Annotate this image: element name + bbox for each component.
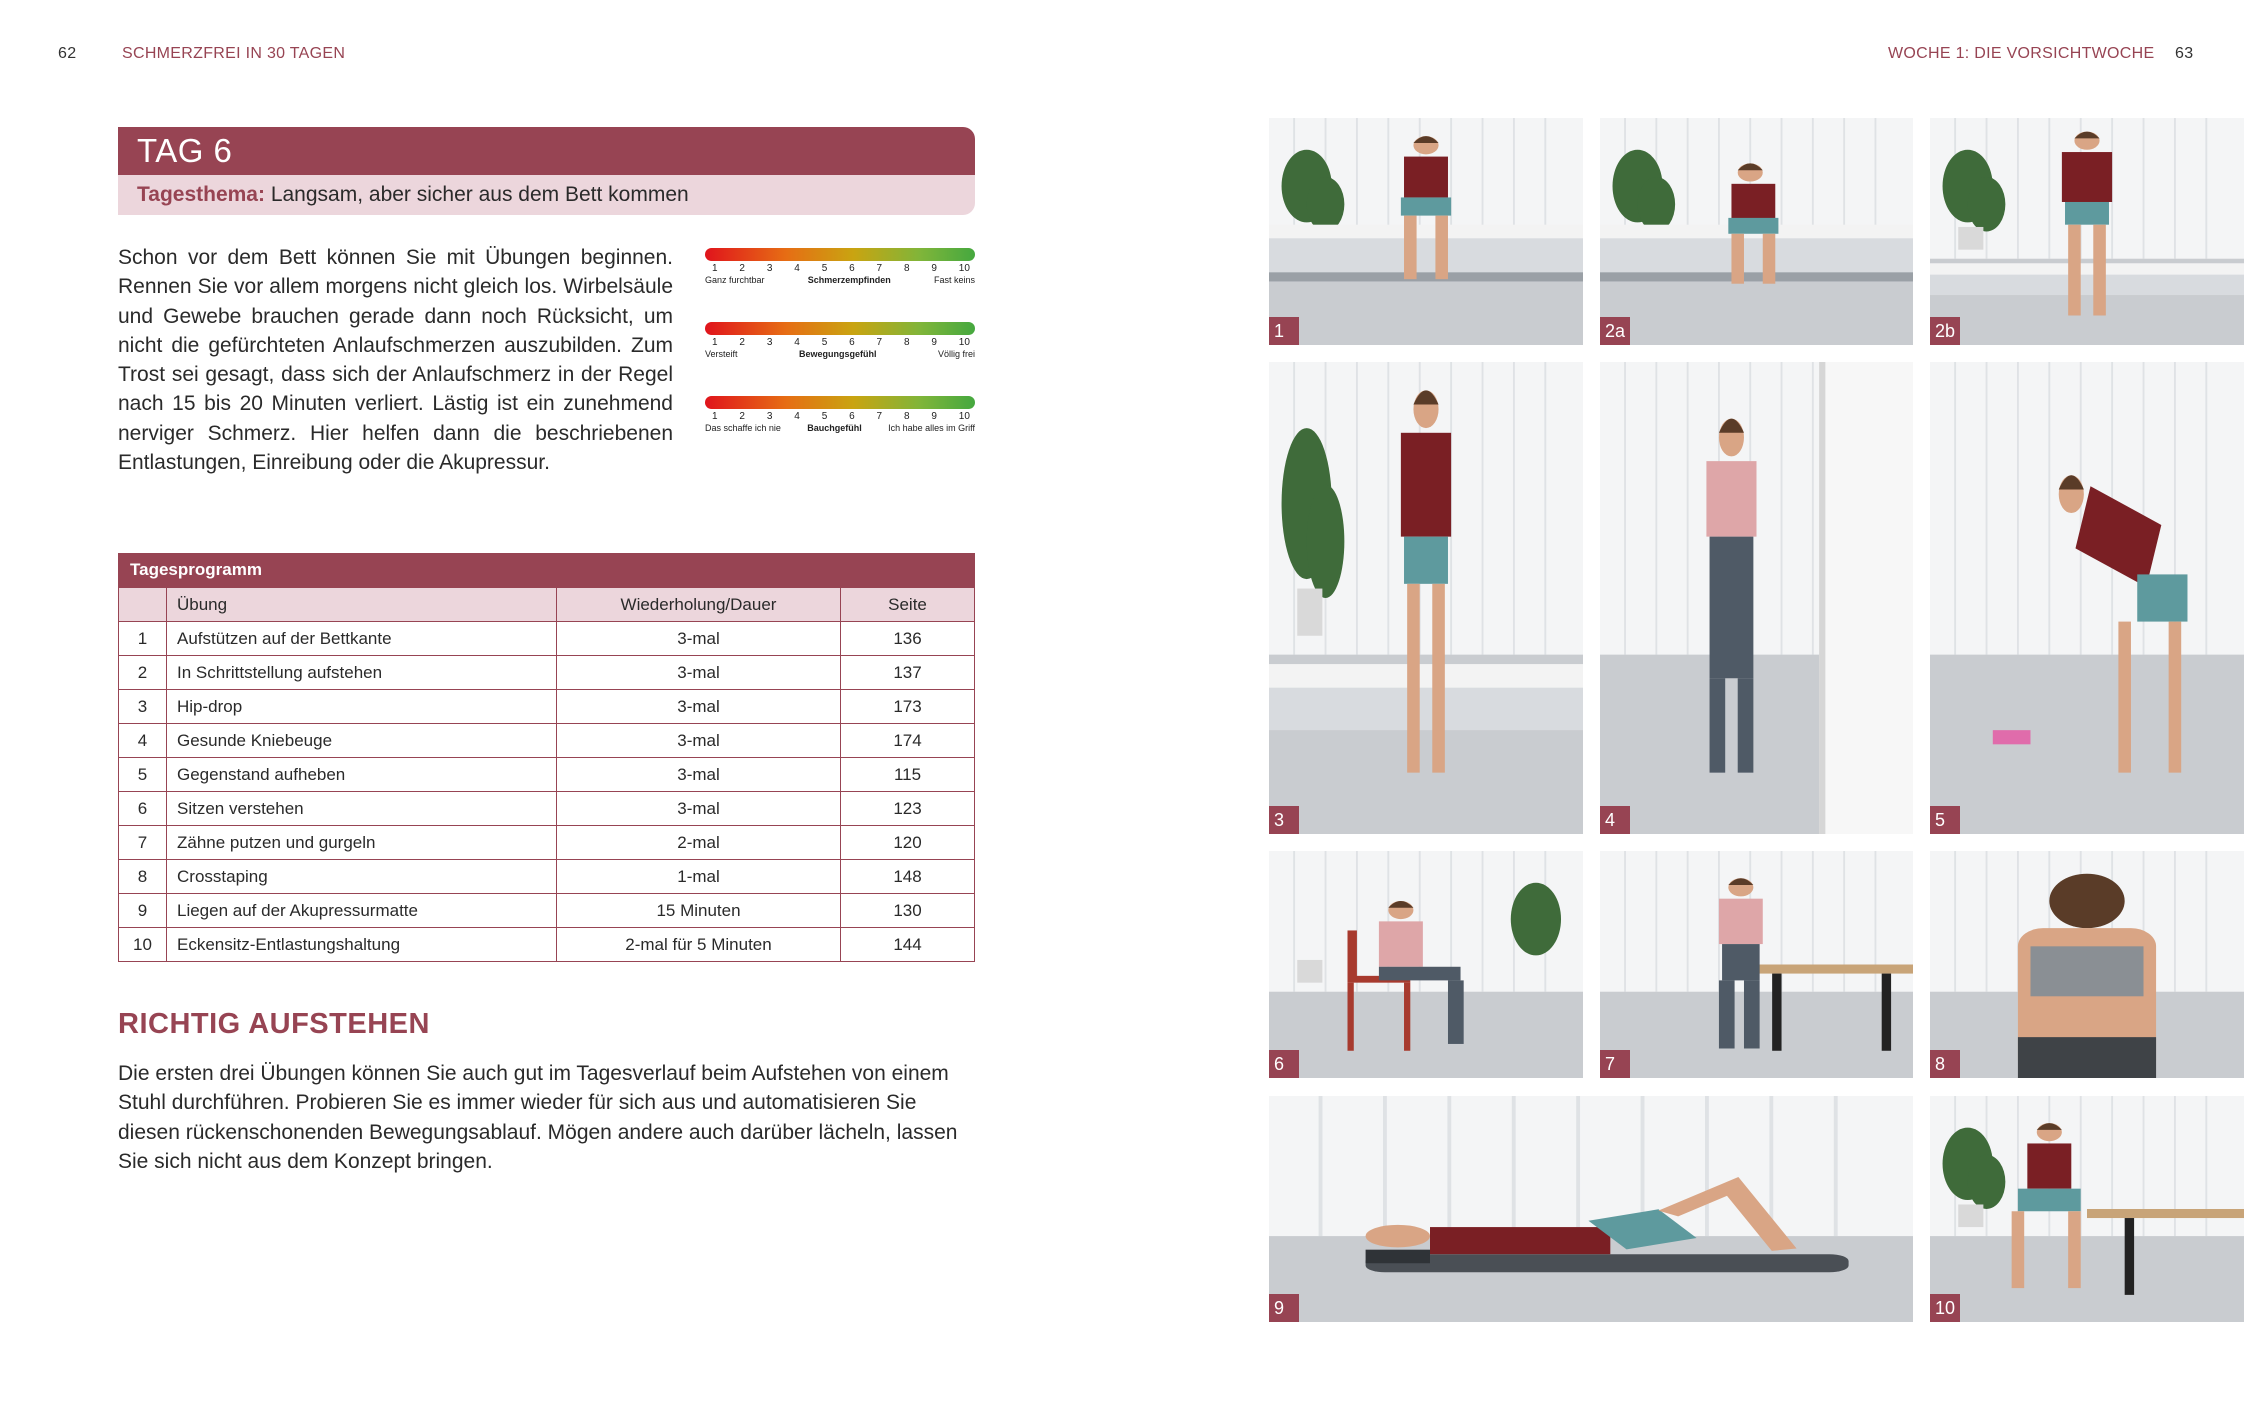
scale-tick: 7 [876,337,883,348]
row-page: 144 [841,928,975,962]
photo-illustration [1930,118,2244,345]
row-page: 173 [841,690,975,724]
table-row [119,758,975,792]
table-row [119,894,975,928]
scale-tick: 7 [876,263,883,274]
scale-title: Bauchgefühl [807,423,862,433]
row-number: 8 [119,860,167,894]
scale-right-label: Fast keins [933,275,975,285]
intro-paragraph: Schon vor dem Bett können Sie mit Übungen beginnen. Rennen Sie vor allem morgens nicht gleich los. Wirbelsäule und Gewebe brauchen gerade dann noch Rücksicht, um nicht die gefürchteten Anlaufschmerzen auszubilden. Zum Trost sei gesagt, dass sich der Anlaufschmerz in der Regel nach 15 bis 20 Minuten verliert. Lästig ist ein zunehmend nerviger Schmerz. Hier helfen dann die beschriebenen Entlastungen, Einreibung oder die Akupressur. [118,246,673,475]
scale-right-label: Ich habe alles im Griff [888,423,975,433]
day-theme-bar [118,175,975,215]
row-number: 6 [119,792,167,826]
row-number: 10 [119,928,167,962]
scale-tick: 9 [931,263,937,274]
scale-right-label: Völlig frei [937,349,975,359]
table-row [119,826,975,860]
scale-tick: 8 [903,337,910,348]
column-header-exercise: Übung [167,588,557,622]
scale-tick: 3 [766,263,773,274]
scale-tick: 9 [931,337,937,348]
row-exercise: Liegen auf der Akupressurmatte [167,894,557,928]
row-repetition: 2-mal [557,826,841,860]
left-page-number: 62 [58,45,77,62]
scale-tick: 4 [794,337,800,348]
scale-tick: 4 [794,263,800,274]
scale-tick: 2 [739,337,745,348]
exercise-photo-2a [1600,118,1913,345]
row-repetition: 3-mal [557,792,841,826]
photo-number-label: 5 [1930,806,1960,834]
day-theme-label: Tagesthema: [137,183,265,206]
row-exercise: In Schrittstellung aufstehen [167,656,557,690]
row-number: 4 [119,724,167,758]
column-header-number [119,588,167,622]
exercise-photo-5 [1930,362,2244,834]
photo-number-label: 4 [1600,806,1630,834]
gut-feeling-scale [705,396,975,433]
exercise-photo-10 [1930,1096,2244,1322]
exercise-photo-3 [1269,362,1583,834]
photo-number-label: 7 [1600,1050,1630,1078]
row-repetition: 3-mal [557,622,841,656]
row-page: 136 [841,622,975,656]
scale-tick: 5 [821,337,828,348]
scale-tick: 3 [766,337,773,348]
scale-title: Bewegungsgefühl [798,349,877,359]
row-repetition: 3-mal [557,724,841,758]
photo-illustration [1269,851,1583,1078]
scale-left-label: Das schaffe ich nie [705,423,781,433]
photo-illustration [1269,362,1583,834]
row-repetition: 3-mal [557,656,841,690]
right-page-number: 63 [2175,45,2194,62]
table-header-row [119,588,975,622]
scale-tick: 4 [794,411,800,422]
exercise-photo-7 [1600,851,1913,1078]
photo-illustration [1930,362,2244,834]
table-row [119,928,975,962]
section-paragraph: Die ersten drei Übungen können Sie auch gut im Tagesverlauf beim Aufstehen von einem Stuhl durchführen. Probieren Sie es immer wieder für sich aus und automatisieren Sie diesen rückenschonenden Bewegungsablauf. Mögen andere auch darüber lächeln, lassen Sie sich nicht aus dem Konzept bringen. [118,1062,958,1173]
scale-ticks [705,335,975,348]
table-row [119,690,975,724]
photo-illustration [1600,851,1913,1078]
row-repetition: 3-mal [557,690,841,724]
scale-tick: 1 [712,411,718,422]
table-row [119,792,975,826]
exercise-photo-4 [1600,362,1913,834]
scale-gradient-bar [705,396,975,409]
program-table [118,587,975,962]
scale-tick: 1 [712,337,718,348]
photo-number-label: 1 [1269,317,1299,345]
pain-scale [705,248,975,285]
photo-number-label: 10 [1930,1294,1960,1322]
scale-left-label: Ganz furchtbar [705,275,765,285]
section-heading: RICHTIG AUFSTEHEN [118,1008,430,1040]
row-number: 5 [119,758,167,792]
exercise-photo-8 [1930,851,2244,1078]
row-exercise: Zähne putzen und gurgeln [167,826,557,860]
scale-tick: 6 [849,411,855,422]
row-exercise: Crosstaping [167,860,557,894]
exercise-photo-9 [1269,1096,1913,1322]
photo-number-label: 3 [1269,806,1299,834]
row-page: 120 [841,826,975,860]
scale-tick: 2 [739,263,745,274]
scale-gradient-bar [705,248,975,261]
row-page: 115 [841,758,975,792]
row-repetition: 1-mal [557,860,841,894]
column-header-page: Seite [841,588,975,622]
exercise-photo-1 [1269,118,1583,345]
row-repetition: 2-mal für 5 Minuten [557,928,841,962]
row-number: 1 [119,622,167,656]
scale-tick: 8 [903,263,910,274]
row-page: 148 [841,860,975,894]
photo-illustration [1930,1096,2244,1322]
scale-tick: 8 [903,411,910,422]
row-exercise: Gesunde Kniebeuge [167,724,557,758]
row-page: 130 [841,894,975,928]
scale-tick: 5 [821,263,828,274]
scale-tick: 2 [739,411,745,422]
exercise-photo-6 [1269,851,1583,1078]
row-exercise: Gegenstand aufheben [167,758,557,792]
row-page: 123 [841,792,975,826]
table-row [119,622,975,656]
scale-tick: 6 [849,337,855,348]
movement-scale [705,322,975,359]
scale-tick: 7 [876,411,883,422]
row-number: 2 [119,656,167,690]
photo-illustration [1269,118,1583,345]
row-page: 137 [841,656,975,690]
table-row [119,656,975,690]
photo-number-label: 6 [1269,1050,1299,1078]
day-title: TAG 6 [137,132,233,169]
exercise-photo-2b [1930,118,2244,345]
photo-illustration [1600,118,1913,345]
column-header-repetition: Wiederholung/Dauer [557,588,841,622]
photo-number-label: 8 [1930,1050,1960,1078]
left-running-title: SCHMERZFREI IN 30 TAGEN [122,45,346,62]
scale-title: Schmerzempfinden [807,275,891,285]
row-exercise: Hip-drop [167,690,557,724]
scale-tick: 10 [958,337,970,348]
scale-gradient-bar [705,322,975,335]
row-number: 7 [119,826,167,860]
row-exercise: Sitzen verstehen [167,792,557,826]
scale-left-label: Versteift [705,349,738,359]
photo-illustration [1269,1096,1913,1322]
photo-number-label: 2a [1600,317,1630,345]
photo-illustration [1930,851,2244,1078]
right-running-title: WOCHE 1: DIE VORSICHTWOCHE [1888,45,2155,62]
row-repetition: 15 Minuten [557,894,841,928]
table-row [119,724,975,758]
scale-tick: 1 [712,263,718,274]
photo-illustration [1600,362,1913,834]
row-number: 3 [119,690,167,724]
scale-tick: 9 [931,411,937,422]
scale-tick: 10 [958,263,970,274]
scale-tick: 3 [766,411,773,422]
row-exercise: Eckensitz-Entlastungshaltung [167,928,557,962]
scale-tick: 10 [958,411,970,422]
row-page: 174 [841,724,975,758]
scale-ticks [705,409,975,422]
photo-number-label: 2b [1930,317,1960,345]
row-repetition: 3-mal [557,758,841,792]
scale-tick: 5 [821,411,828,422]
table-row [119,860,975,894]
scale-ticks [705,261,975,274]
program-table-title: Tagesprogramm [118,553,975,587]
row-number: 9 [119,894,167,928]
day-title-banner [118,127,975,175]
photo-number-label: 9 [1269,1294,1299,1322]
day-theme-text: Langsam, aber sicher aus dem Bett kommen [270,183,689,206]
scale-tick: 6 [849,263,855,274]
row-exercise: Aufstützen auf der Bettkante [167,622,557,656]
